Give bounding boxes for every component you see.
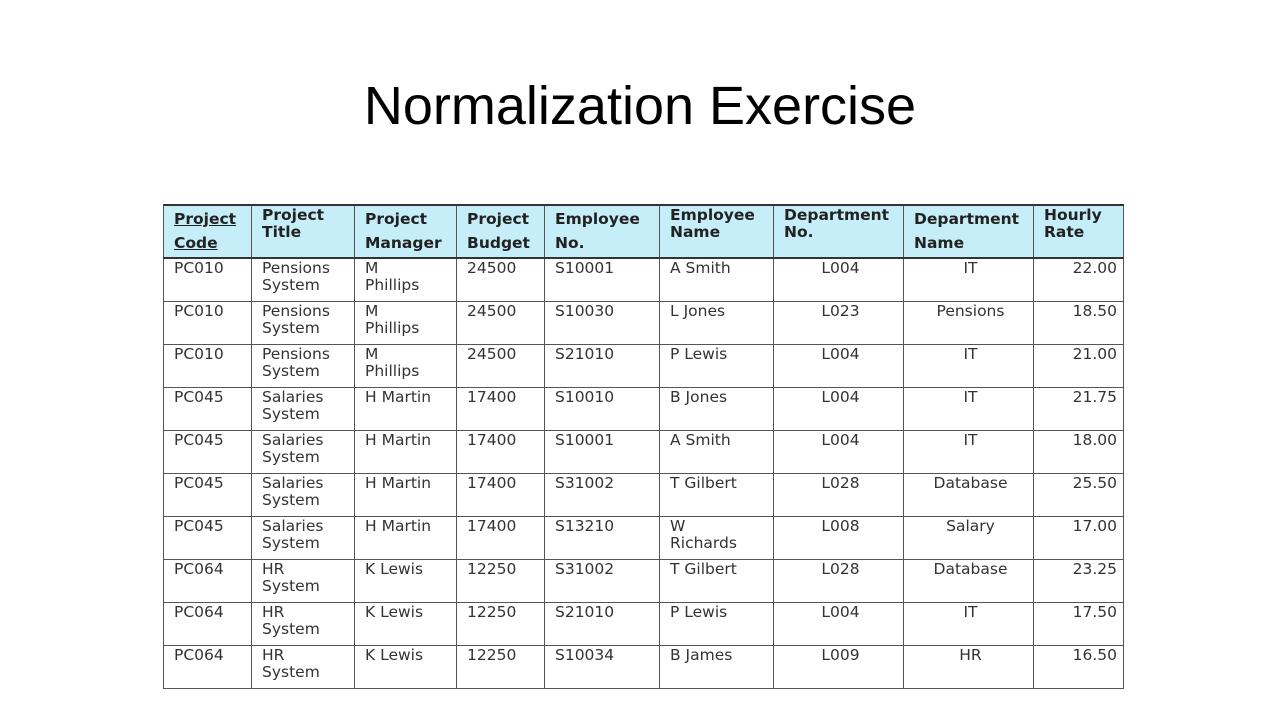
cell-hourly-rate <box>1034 517 1124 560</box>
cell-hourly-rate <box>1034 258 1124 302</box>
cell-employee-name <box>660 474 774 517</box>
cell-project-title <box>252 517 355 560</box>
cell-text: IT <box>963 603 978 621</box>
cell-department-no <box>774 302 904 345</box>
slide-title: Normalization Exercise <box>363 76 917 136</box>
cell-department-name <box>904 302 1034 345</box>
cell-employee-name <box>660 345 774 388</box>
table-row <box>164 560 1124 603</box>
cell-project-manager <box>355 646 457 689</box>
cell-department-no <box>774 603 904 646</box>
cell-text: IT <box>963 345 978 363</box>
cell-text: Pensions System <box>262 345 330 380</box>
cell-text: 17.00 <box>1072 517 1117 535</box>
cell-project-manager <box>355 302 457 345</box>
cell-hourly-rate <box>1034 560 1124 603</box>
cell-project-budget <box>457 646 545 689</box>
cell-text: A Smith <box>670 259 731 277</box>
cell-text: S10034 <box>555 646 615 664</box>
cell-department-name <box>904 603 1034 646</box>
cell-hourly-rate <box>1034 431 1124 474</box>
cell-text: PC010 <box>174 345 224 363</box>
cell-employee-no <box>545 560 660 603</box>
cell-project-code <box>164 517 252 560</box>
table-row <box>164 517 1124 560</box>
cell-text: 17.50 <box>1072 603 1117 621</box>
cell-text: W Richards <box>670 517 737 552</box>
cell-text: L Jones <box>670 302 726 320</box>
cell-department-no <box>774 431 904 474</box>
cell-department-name <box>904 560 1034 603</box>
cell-project-title <box>252 345 355 388</box>
header-employee-name: Employee Name <box>660 205 774 258</box>
cell-text: 23.25 <box>1072 560 1117 578</box>
cell-employee-name <box>660 560 774 603</box>
cell-project-code <box>164 388 252 431</box>
cell-text: 24500 <box>467 302 517 320</box>
cell-project-title <box>252 431 355 474</box>
cell-department-no <box>774 388 904 431</box>
cell-text: L004 <box>821 388 860 406</box>
cell-employee-name <box>660 603 774 646</box>
cell-project-manager <box>355 560 457 603</box>
header-employee-no: Employee No. <box>545 205 660 258</box>
cell-text: H Martin <box>365 431 432 449</box>
cell-project-code <box>164 258 252 302</box>
cell-text: 18.00 <box>1072 431 1117 449</box>
cell-project-budget <box>457 603 545 646</box>
cell-project-title <box>252 474 355 517</box>
cell-text: Salaries System <box>262 431 324 466</box>
cell-project-title <box>252 646 355 689</box>
table-row <box>164 388 1124 431</box>
table-header-row <box>164 205 1124 258</box>
header-hourly-rate: Hourly Rate <box>1034 205 1124 258</box>
cell-project-code <box>164 431 252 474</box>
cell-project-budget <box>457 431 545 474</box>
cell-project-title <box>252 258 355 302</box>
cell-text: PC045 <box>174 388 224 406</box>
cell-text: S21010 <box>555 345 615 363</box>
cell-text: Database <box>933 474 1008 492</box>
cell-text: 17400 <box>467 474 517 492</box>
header-project-code: Project Code <box>164 205 252 258</box>
cell-text: Pensions <box>936 302 1005 320</box>
cell-project-manager <box>355 603 457 646</box>
cell-text: 18.50 <box>1072 302 1117 320</box>
cell-department-name <box>904 258 1034 302</box>
cell-department-no <box>774 517 904 560</box>
cell-text: L028 <box>821 560 860 578</box>
table-row <box>164 646 1124 689</box>
cell-department-no <box>774 474 904 517</box>
cell-employee-no <box>545 302 660 345</box>
cell-hourly-rate <box>1034 646 1124 689</box>
cell-employee-no <box>545 388 660 431</box>
cell-text: P Lewis <box>670 603 728 621</box>
header-department-name: Department Name <box>904 205 1034 258</box>
cell-department-name <box>904 474 1034 517</box>
cell-project-code <box>164 474 252 517</box>
table-row <box>164 345 1124 388</box>
cell-text: PC010 <box>174 259 224 277</box>
cell-employee-name <box>660 431 774 474</box>
cell-project-title <box>252 603 355 646</box>
cell-employee-no <box>545 431 660 474</box>
table-row <box>164 603 1124 646</box>
cell-text: PC045 <box>174 517 224 535</box>
cell-text: Pensions System <box>262 259 330 294</box>
cell-text: T Gilbert <box>670 560 737 578</box>
cell-text: L008 <box>821 517 860 535</box>
cell-hourly-rate <box>1034 388 1124 431</box>
cell-project-manager <box>355 388 457 431</box>
cell-text: 21.75 <box>1072 388 1117 406</box>
cell-employee-name <box>660 302 774 345</box>
cell-text: 17400 <box>467 388 517 406</box>
cell-project-budget <box>457 474 545 517</box>
cell-employee-name <box>660 517 774 560</box>
cell-text: L023 <box>821 302 860 320</box>
cell-department-no <box>774 258 904 302</box>
table-container <box>163 204 1117 681</box>
cell-text: S10001 <box>555 431 615 449</box>
cell-text: S31002 <box>555 560 615 578</box>
cell-department-no <box>774 646 904 689</box>
cell-project-budget <box>457 560 545 603</box>
cell-text: H Martin <box>365 388 432 406</box>
normalization-table <box>163 204 1124 689</box>
cell-text: 25.50 <box>1072 474 1117 492</box>
cell-project-budget <box>457 345 545 388</box>
cell-project-code <box>164 603 252 646</box>
header-project-title: Project Title <box>252 205 355 258</box>
cell-project-title <box>252 560 355 603</box>
cell-project-budget <box>457 388 545 431</box>
cell-project-budget <box>457 258 545 302</box>
cell-hourly-rate <box>1034 302 1124 345</box>
cell-employee-name <box>660 646 774 689</box>
cell-project-manager <box>355 517 457 560</box>
cell-text: PC064 <box>174 560 224 578</box>
cell-text: IT <box>963 259 978 277</box>
cell-project-manager <box>355 258 457 302</box>
cell-text: 24500 <box>467 345 517 363</box>
table-row <box>164 302 1124 345</box>
cell-text: L009 <box>821 646 860 664</box>
table-row <box>164 431 1124 474</box>
cell-project-code <box>164 646 252 689</box>
cell-text: K Lewis <box>365 646 424 664</box>
cell-text: L004 <box>821 431 860 449</box>
table-row <box>164 474 1124 517</box>
cell-employee-name <box>660 388 774 431</box>
cell-text: S10001 <box>555 259 615 277</box>
cell-text: HR System <box>262 560 320 595</box>
cell-text: M Phillips <box>365 259 420 294</box>
cell-employee-no <box>545 474 660 517</box>
cell-project-code <box>164 560 252 603</box>
cell-text: 17400 <box>467 517 517 535</box>
cell-employee-no <box>545 603 660 646</box>
cell-employee-no <box>545 646 660 689</box>
cell-text: M Phillips <box>365 302 420 337</box>
cell-text: S21010 <box>555 603 615 621</box>
cell-text: IT <box>963 388 978 406</box>
cell-text: P Lewis <box>670 345 728 363</box>
cell-text: S13210 <box>555 517 615 535</box>
cell-text: L004 <box>821 345 860 363</box>
cell-text: L028 <box>821 474 860 492</box>
cell-text: PC010 <box>174 302 224 320</box>
cell-text: Salary <box>946 517 995 535</box>
cell-text: S10030 <box>555 302 615 320</box>
cell-text: IT <box>963 431 978 449</box>
cell-text: 16.50 <box>1072 646 1117 664</box>
cell-text: L004 <box>821 603 860 621</box>
cell-text: HR <box>959 646 982 664</box>
cell-text: S10010 <box>555 388 615 406</box>
cell-text: T Gilbert <box>670 474 737 492</box>
cell-hourly-rate <box>1034 603 1124 646</box>
table-body <box>164 258 1124 689</box>
cell-project-title <box>252 302 355 345</box>
cell-text: Database <box>933 560 1008 578</box>
cell-employee-no <box>545 258 660 302</box>
cell-text: PC064 <box>174 646 224 664</box>
cell-employee-no <box>545 345 660 388</box>
cell-project-manager <box>355 474 457 517</box>
cell-text: PC045 <box>174 474 224 492</box>
cell-department-no <box>774 560 904 603</box>
cell-text: HR System <box>262 603 320 638</box>
cell-project-manager <box>355 431 457 474</box>
cell-text: K Lewis <box>365 560 424 578</box>
cell-text: K Lewis <box>365 603 424 621</box>
cell-text: Pensions System <box>262 302 330 337</box>
cell-text: 12250 <box>467 560 517 578</box>
cell-department-name <box>904 517 1034 560</box>
cell-text: B James <box>670 646 733 664</box>
cell-text: 17400 <box>467 431 517 449</box>
cell-text: HR System <box>262 646 320 681</box>
header-project-budget: Project Budget <box>457 205 545 258</box>
cell-text: PC064 <box>174 603 224 621</box>
cell-project-code <box>164 345 252 388</box>
cell-project-budget <box>457 517 545 560</box>
cell-department-no <box>774 345 904 388</box>
cell-text: H Martin <box>365 517 432 535</box>
cell-project-code <box>164 302 252 345</box>
cell-text: Salaries System <box>262 474 324 509</box>
cell-text: 12250 <box>467 603 517 621</box>
cell-text: M Phillips <box>365 345 420 380</box>
cell-text: 22.00 <box>1072 259 1117 277</box>
cell-employee-name <box>660 258 774 302</box>
cell-text: Salaries System <box>262 388 324 423</box>
cell-text: PC045 <box>174 431 224 449</box>
table-row <box>164 258 1124 302</box>
cell-project-manager <box>355 345 457 388</box>
cell-employee-no <box>545 517 660 560</box>
cell-text: S31002 <box>555 474 615 492</box>
cell-department-name <box>904 646 1034 689</box>
cell-text: 12250 <box>467 646 517 664</box>
cell-text: 21.00 <box>1072 345 1117 363</box>
cell-text: B Jones <box>670 388 728 406</box>
cell-hourly-rate <box>1034 474 1124 517</box>
cell-text: L004 <box>821 259 860 277</box>
cell-department-name <box>904 388 1034 431</box>
cell-text: 24500 <box>467 259 517 277</box>
cell-hourly-rate <box>1034 345 1124 388</box>
cell-project-budget <box>457 302 545 345</box>
cell-text: H Martin <box>365 474 432 492</box>
cell-text: A Smith <box>670 431 731 449</box>
cell-department-name <box>904 345 1034 388</box>
header-department-no: Department No. <box>774 205 904 258</box>
cell-text: Salaries System <box>262 517 324 552</box>
header-project-manager: Project Manager <box>355 205 457 258</box>
cell-department-name <box>904 431 1034 474</box>
cell-project-title <box>252 388 355 431</box>
